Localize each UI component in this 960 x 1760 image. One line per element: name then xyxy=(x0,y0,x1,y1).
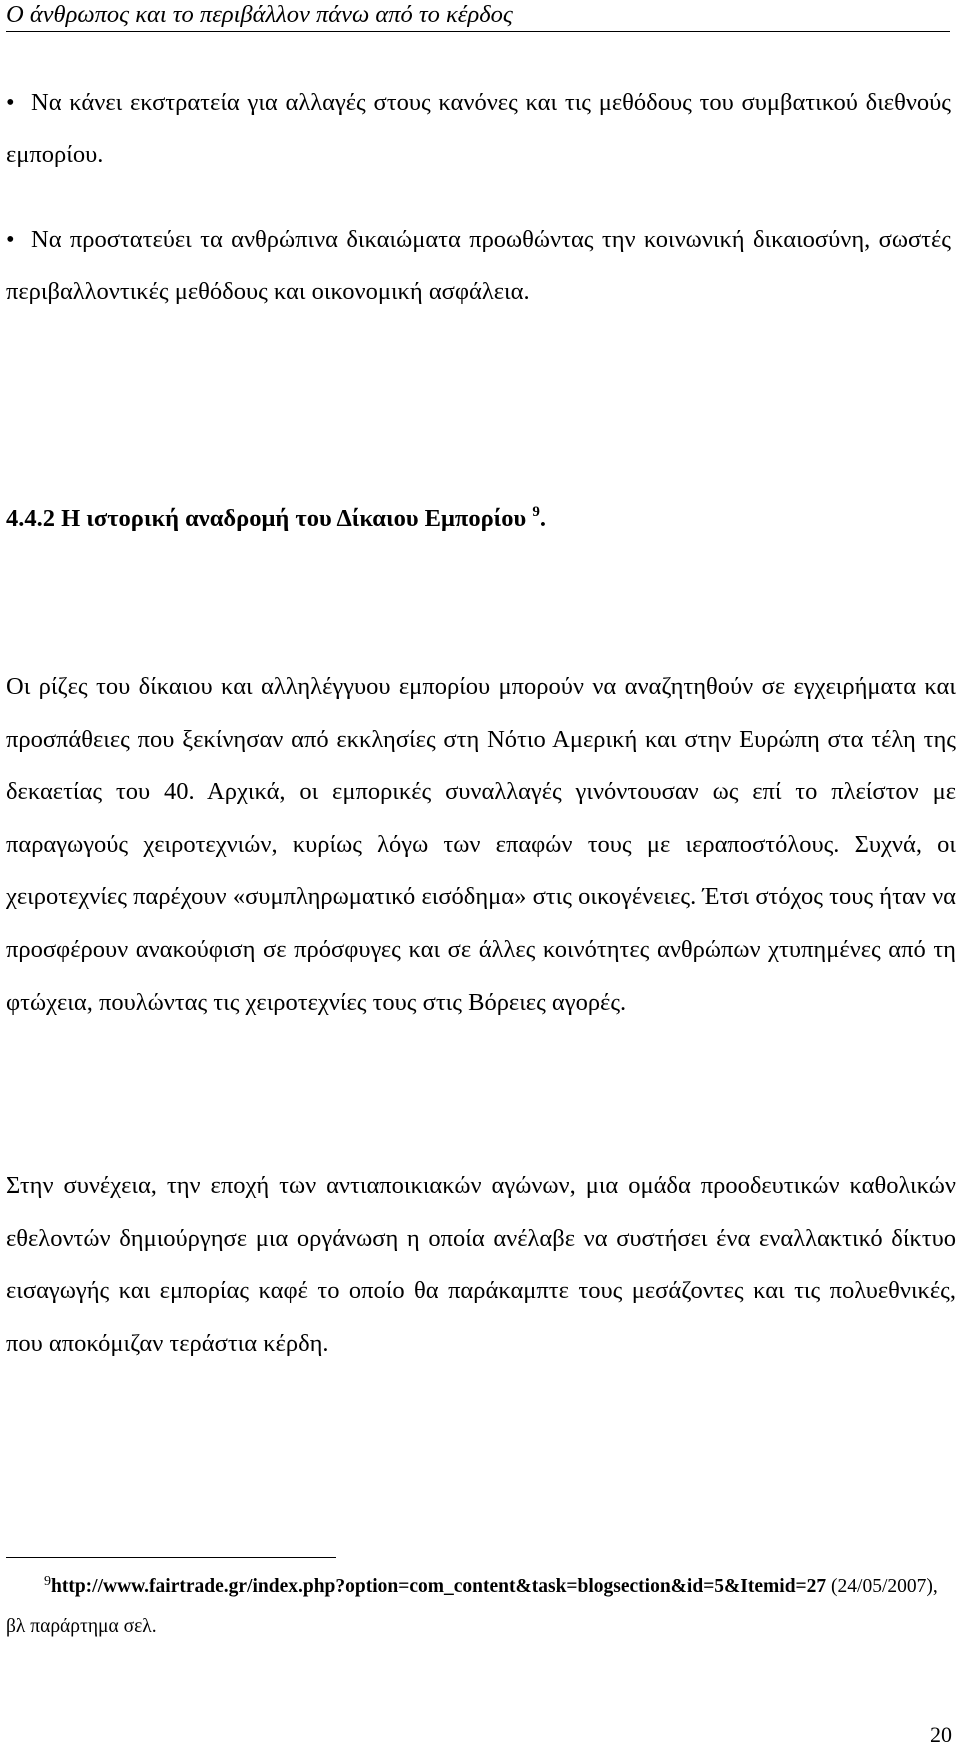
page-number: 20 xyxy=(930,1722,952,1747)
running-header-title: Ο άνθρωπος και το περιβάλλον πάνω από το κέρδος xyxy=(6,1,513,28)
bullet-icon: • xyxy=(6,226,15,253)
footnote-link[interactable]: http://www.fairtrade.gr/index.php?option=com_content&task=blogsection&id=5&Itemid=27 xyxy=(51,1576,827,1597)
bullet-list xyxy=(6,77,951,351)
list-item xyxy=(6,214,951,318)
footnote-divider xyxy=(6,1557,336,1558)
footnote xyxy=(6,1562,956,1647)
section-heading-text: 4.4.2 Η ιστορική αναδρομή του Δίκαιου Εμπορίου xyxy=(6,505,527,532)
list-item xyxy=(6,77,951,181)
section-heading xyxy=(6,491,546,540)
footnote-reference[interactable]: 9 xyxy=(532,504,540,520)
bullet-text: Να κάνει εκστρατεία για αλλαγές στους κανόνες και τις μεθόδους του συμβατικού διεθνούς εμπορίου. xyxy=(6,89,951,168)
bullet-text: Να προστατεύει τα ανθρώπινα δικαιώματα προωθώντας την κοινωνική δικαιοσύνη, σωστές περιβαλλοντικές μεθόδους και οικονομική ασφάλεια. xyxy=(6,226,951,305)
footnote-note: (24/05/2007), βλ παράρτημα σελ. xyxy=(6,1576,938,1637)
footnote-marker: 9 xyxy=(44,1574,51,1589)
bullet-icon: • xyxy=(6,89,15,116)
body-paragraph: Στην συνέχεια, την εποχή των αντιαποικιακών αγώνων, μια ομάδα προοδευτικών καθολικών εθελοντών δημιούργησε μια οργάνωση η οποία ανέλαβε να συστήσει ένα εναλλακτικό δίκτυο εισαγωγής και εμπορίας καφέ το οποίο θα παράκαμπτε τους μεσάζοντες και τις πολυεθνικές, που αποκόμιζαν τεράστια κέρδη. xyxy=(6,1172,956,1357)
running-header xyxy=(6,0,950,32)
body-paragraph: Οι ρίζες του δίκαιου και αλληλέγγυου εμπορίου μπορούν να αναζητηθούν σε εγχειρήματα και προσπάθειες που ξεκίνησαν από εκκλησίες στη Νότιο Αμερική και στην Ευρώπη στα τέλη της δεκαετίας του 40. Αρχικά, οι εμπορικές συναλλαγές γινόντουσαν ως επί το πλείστον με παραγωγούς χειροτεχνιών, κυρίως λόγω των επαφών τους με ιεραποστόλους. Συχνά, οι χειροτεχνίες παρέχουν «συμπληρωματικό εισόδημα» στις οικογένειες. Έτσι στόχος τους ήταν να προσφέρουν ανακούφιση σε πρόσφυγες και σε άλλες κοινότητες ανθρώπων χτυπημένες από τη φτώχεια, πουλώντας τις χειροτεχνίες τους στις Βόρειες αγορές. xyxy=(6,673,956,1016)
section-heading-period: . xyxy=(539,505,546,532)
